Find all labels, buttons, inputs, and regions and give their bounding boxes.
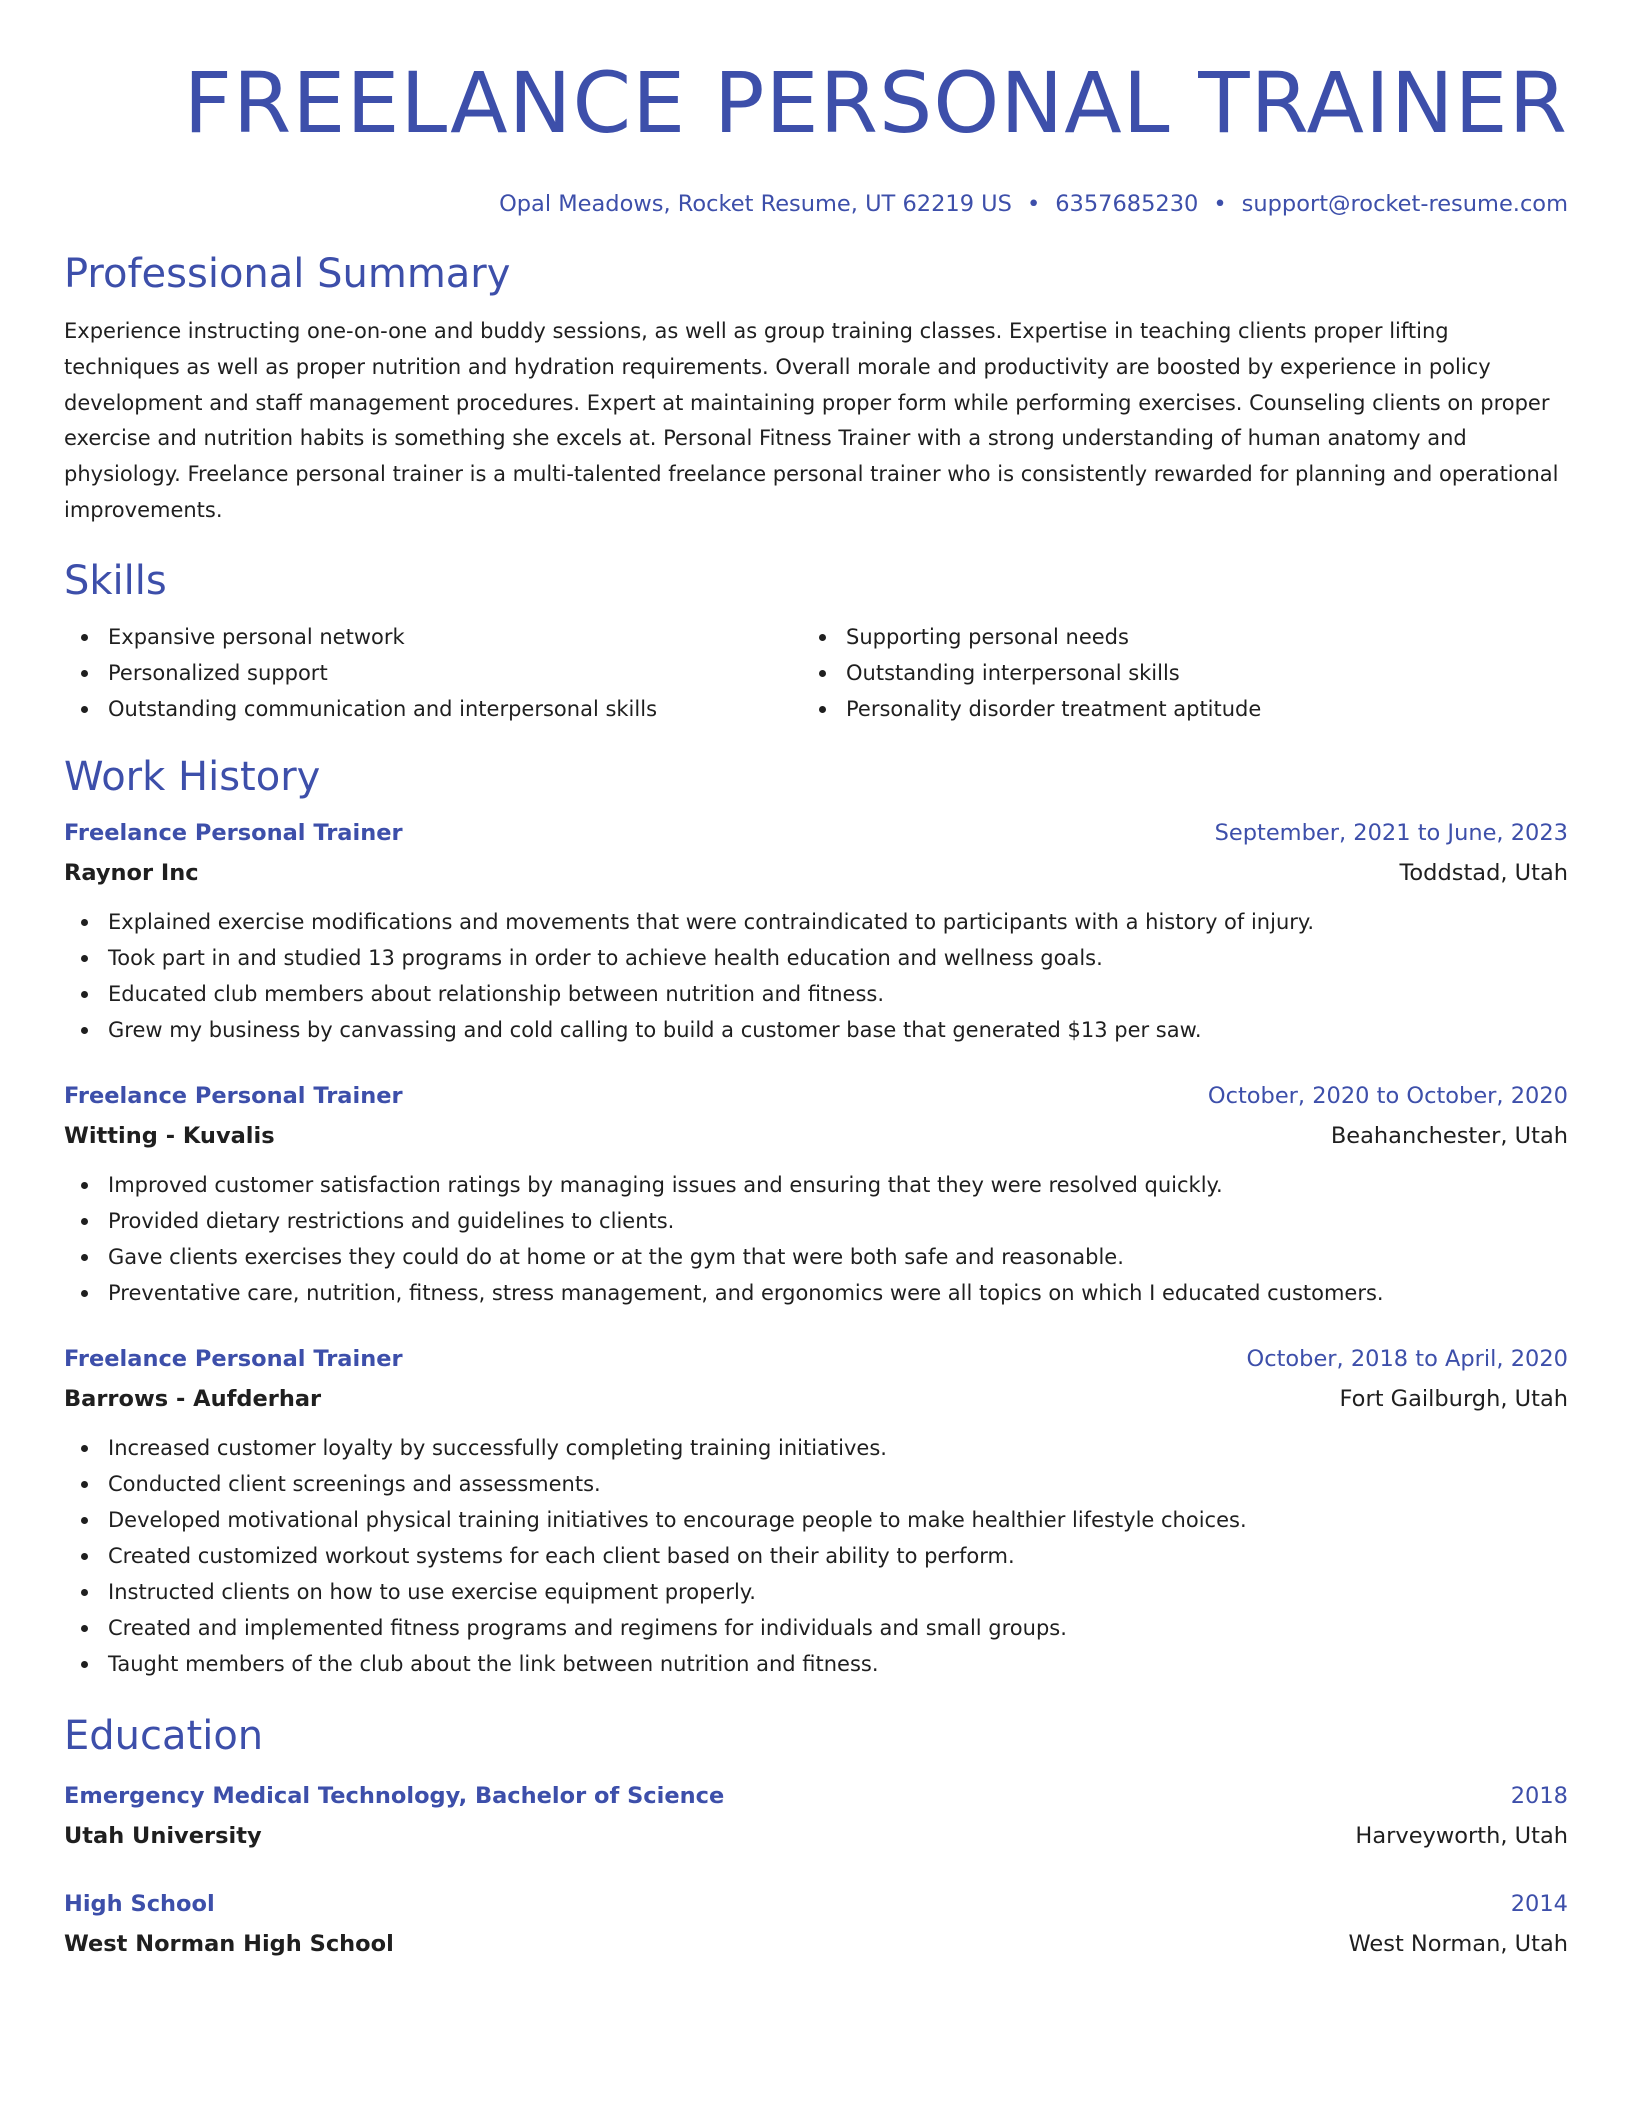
skill-item: Outstanding communication and interpersonal skills [64,691,802,727]
job-company-row [64,1379,1568,1419]
skill-item: Personality disorder treatment aptitude [802,691,1540,727]
job-bullet: Increased customer loyalty by successfully completing training initiatives. [64,1430,1568,1466]
education-location: West Norman, Utah [1348,1930,1568,1957]
education-section [64,1710,1568,1964]
candidate-name: FREELANCE PERSONAL TRAINER [183,54,1568,152]
skills-column-right [802,619,1540,727]
job-bullets [64,904,1568,1048]
job-dates: October, 2020 to October, 2020 [1207,1082,1568,1109]
job-location: Toddstad, Utah [1399,859,1568,886]
job-role: Freelance Personal Trainer [64,1345,403,1372]
education-school: West Norman High School [64,1930,394,1957]
section-title-work-history: Work History [64,753,321,800]
job-bullet: Took part in and studied 13 programs in order to achieve health education and wellness goals. [64,940,1568,976]
education-school: Utah University [64,1822,262,1849]
education-header-row [64,1884,1568,1924]
summary-text: Experience instructing one-on-one and buddy sessions, as well as group training classes. Expertise in teaching clients proper lifting techniques as well as proper nutrition and hydration requirements. Overall morale and productivity are boosted by experience in policy development and staff management procedures. Expert at maintaining proper form while performing exercises. Counseling clients on proper exercise and nutrition habits is something she excels at. Personal Fitness Trainer with a strong understanding of human anatomy and physiology. Freelance personal trainer is a multi-talented freelance personal trainer who is consistently rewarded for planning and operational improvements. [64,319,1559,522]
skills-grid [64,619,1568,727]
job-company: Barrows - Aufderhar [64,1385,322,1412]
job-role: Freelance Personal Trainer [64,1082,403,1109]
skill-item: Expansive personal network [64,619,802,655]
education-school-row [64,1924,1568,1964]
job-bullet: Created and implemented fitness programs and regimens for individuals and small groups. [64,1610,1568,1646]
section-title-summary: Professional Summary [64,251,511,297]
job-company-row [64,853,1568,893]
job-company: Witting - Kuvalis [64,1122,275,1149]
job-bullet: Preventative care, nutrition, fitness, stress management, and ergonomics were all topics on which I educated customers. [64,1275,1568,1311]
section-title-education: Education [64,1712,264,1759]
job-bullet: Taught members of the club about the link between nutrition and fitness. [64,1646,1568,1682]
job-bullet: Instructed clients on how to use exercise equipment properly. [64,1574,1568,1610]
job-location: Fort Gailburgh, Utah [1339,1385,1568,1412]
skill-item: Outstanding interpersonal skills [802,655,1540,691]
skills-section [64,555,1568,727]
education-degree: High School [64,1890,215,1917]
job-header-row [64,813,1568,853]
job-header-row [64,1339,1568,1379]
job-entry [64,1339,1568,1682]
job-role: Freelance Personal Trainer [64,819,403,846]
job-bullet: Developed motivational physical training initiatives to encourage people to make healthier lifestyle choices. [64,1502,1568,1538]
job-bullet: Provided dietary restrictions and guidelines to clients. [64,1203,1568,1239]
job-bullet: Conducted client screenings and assessments. [64,1466,1568,1502]
job-bullet: Explained exercise modifications and movements that were contraindicated to participants with a history of injury. [64,904,1568,940]
job-bullet: Grew my business by canvassing and cold calling to build a customer base that generated $13 per saw. [64,1012,1568,1048]
job-bullet: Created customized workout systems for each client based on their ability to perform. [64,1538,1568,1574]
job-bullet: Gave clients exercises they could do at home or at the gym that were both safe and reasonable. [64,1239,1568,1275]
education-year: 2014 [1510,1890,1568,1917]
job-entry [64,1076,1568,1311]
education-year: 2018 [1510,1782,1568,1809]
contact-separator: • [1213,191,1227,217]
education-header-row [64,1776,1568,1816]
work-history-section [64,751,1568,1682]
job-bullets [64,1167,1568,1311]
skills-column-left [64,619,802,727]
skill-item: Supporting personal needs [802,619,1540,655]
job-bullet: Improved customer satisfaction ratings by managing issues and ensuring that they were resolved quickly. [64,1167,1568,1203]
job-dates: October, 2018 to April, 2020 [1246,1345,1568,1372]
summary-section [64,248,1568,529]
job-bullets [64,1430,1568,1682]
job-dates: September, 2021 to June, 2023 [1214,819,1568,846]
education-school-row [64,1816,1568,1856]
education-degree: Emergency Medical Technology, Bachelor of Science [64,1782,725,1809]
education-location: Harveyworth, Utah [1355,1822,1568,1849]
job-location: Beahanchester, Utah [1330,1122,1568,1149]
education-entry [64,1776,1568,1856]
skill-item: Personalized support [64,655,802,691]
resume-header [64,48,1568,220]
contact-separator: • [1026,191,1041,217]
contact-line [64,188,1568,220]
job-entry [64,813,1568,1048]
contact-email: support@rocket-resume.com [1241,191,1568,217]
job-company: Raynor Inc [64,859,199,886]
section-title-skills: Skills [64,557,167,604]
contact-address: Opal Meadows, Rocket Resume, UT 62219 US [499,191,1012,217]
job-header-row [64,1076,1568,1116]
contact-phone: 6357685230 [1055,191,1199,217]
job-company-row [64,1116,1568,1156]
job-bullet: Educated club members about relationship between nutrition and fitness. [64,976,1568,1012]
education-entry [64,1884,1568,1964]
